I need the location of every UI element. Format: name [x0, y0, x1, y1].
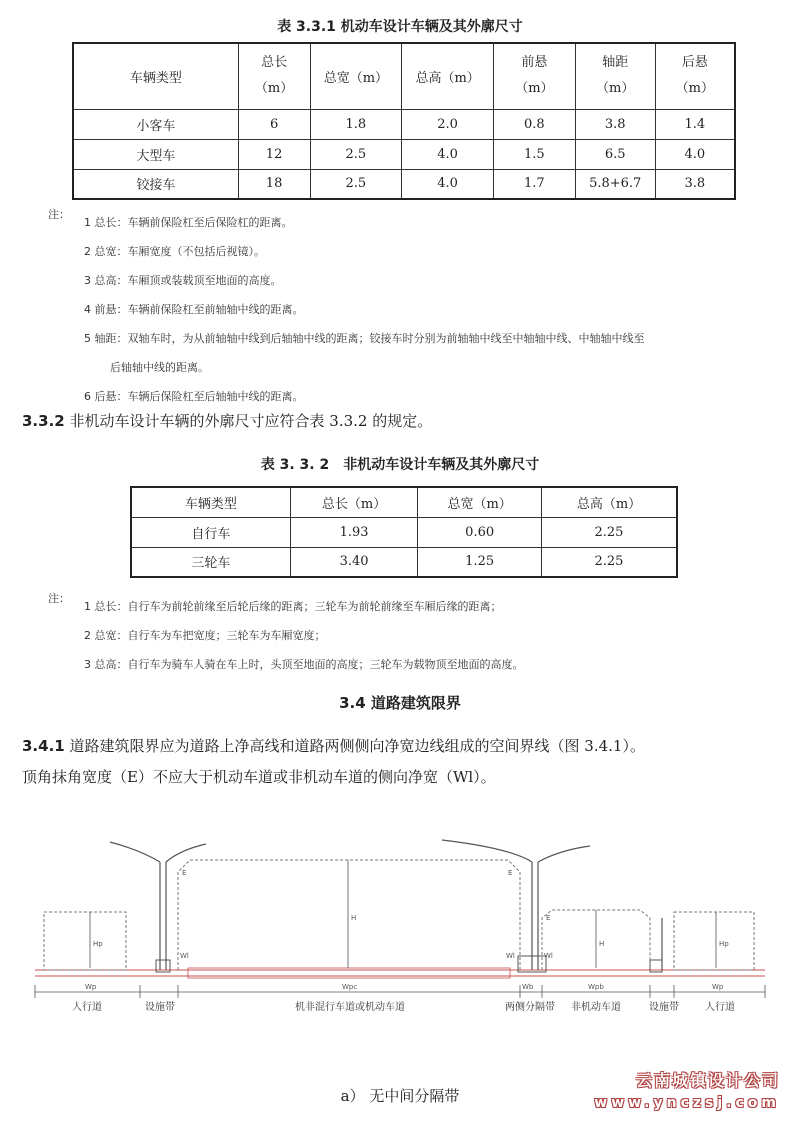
table2-header-cell: 总宽（m） [418, 487, 542, 517]
table1-header-row [73, 43, 735, 109]
table-nonmotor-vehicles [130, 486, 678, 578]
section-title: 3.4 道路建筑限界 [339, 694, 461, 712]
note-item: 4 前悬：车辆前保险杠至前轴轴中线的距离。 [84, 303, 304, 316]
table-cell: 1.25 [418, 547, 542, 577]
right-sidewalk-clearance [674, 912, 754, 970]
dim-wpc: Wpc [342, 983, 358, 991]
note-lead: 注： [48, 208, 70, 221]
table-row [73, 109, 735, 139]
label-nonmotor-lane: 非机动车道 [571, 1002, 621, 1013]
note-item: 1 总长：车辆前保险杠至后保险杠的距离。 [84, 216, 293, 229]
label-side-divider: 两侧分隔带 [505, 1002, 555, 1013]
table-cell: 12 [238, 139, 310, 169]
dim-wl-nonmotor: Wl [544, 952, 553, 960]
ground-lines [35, 968, 765, 978]
table-row [131, 547, 677, 577]
table-row [73, 139, 735, 169]
table2-header-cell: 总长（m） [290, 487, 418, 517]
note-item: 1 总长：自行车为前轮前缘至后轮后缘的距离；三轮车为前轮前缘至车厢后缘的距离； [84, 600, 502, 613]
label-sidewalk-right: 人行道 [705, 1002, 735, 1013]
left-sidewalk-clearance [44, 912, 126, 970]
table-cell: 4.0 [402, 139, 494, 169]
dim-wb: Wb [522, 983, 534, 991]
header-line2: （m） [515, 81, 554, 97]
table-cell: 0.60 [418, 517, 542, 547]
clause-3-3-2 [22, 410, 432, 431]
note-item: 2 总宽：自行车为车把宽度；三轮车为车厢宽度； [84, 629, 326, 642]
table-cell: 1.93 [290, 517, 418, 547]
dim-e-nonmotor: E [546, 914, 551, 922]
table-cell: 三轮车 [131, 547, 290, 577]
note-item: 后轴轴中线的距离。 [110, 361, 209, 374]
dim-wp-right: Wp [712, 983, 724, 991]
label-facility-right: 设施带 [649, 1002, 679, 1013]
table-cell: 4.0 [402, 169, 494, 199]
dim-e-left: E [182, 869, 187, 877]
table-cell: 18 [238, 169, 310, 199]
table-cell: 6 [238, 109, 310, 139]
dim-e-right: E [508, 869, 513, 877]
table-cell: 1.7 [493, 169, 575, 199]
table2-caption: 表 3. 3. 2 非机动车设计车辆及其外廓尺寸 [260, 457, 540, 473]
table1-header-cell [655, 43, 735, 109]
table-cell: 2.5 [310, 139, 402, 169]
table1-header-cell [238, 43, 310, 109]
watermark-url: www.ynczsj.com [594, 1095, 780, 1111]
note-item: 2 总宽：车厢宽度（不包括后视镜）。 [84, 245, 265, 258]
note-lead: 注： [48, 592, 70, 605]
table1-caption: 表 3.3.1 机动车设计车辆及其外廓尺寸 [277, 19, 523, 35]
table-cell: 2.5 [310, 169, 402, 199]
table1-header-cell: 总宽（m） [310, 43, 402, 109]
header-line1: 前悬 [521, 55, 548, 71]
table-motor-vehicles [72, 42, 736, 200]
table-cell: 铰接车 [73, 169, 238, 199]
dim-wl-left: Wl [180, 952, 189, 960]
dim-hp-left: Hp [93, 940, 103, 948]
table-cell: 3.40 [290, 547, 418, 577]
table1-header-cell [575, 43, 655, 109]
table-row [73, 169, 735, 199]
lamp-pole-right [442, 840, 590, 970]
clause-3-4-1 [22, 735, 645, 756]
table-cell: 3.8 [655, 169, 735, 199]
header-line1: 总长 [261, 55, 288, 71]
table-cell: 4.0 [655, 139, 735, 169]
label-facility-left: 设施带 [145, 1002, 175, 1013]
dim-h-nonmotor: H [599, 940, 605, 948]
table2-header-cell: 总高（m） [541, 487, 677, 517]
note-item: 6 后悬：车辆后保险杠至后轴轴中线的距离。 [84, 390, 304, 403]
table1-notes [48, 208, 788, 411]
dim-wpb: Wpb [588, 983, 604, 991]
clause-text: 非机动车设计车辆的外廓尺寸应符合表 3.3.2 的规定。 [69, 412, 433, 430]
label-sidewalk-left: 人行道 [72, 1002, 102, 1013]
header-line2: （m） [254, 81, 294, 97]
table-cell: 自行车 [131, 517, 290, 547]
watermark-company: 云南城镇设计公司 [635, 1071, 780, 1090]
table-cell: 6.5 [575, 139, 655, 169]
header-line2: （m） [596, 81, 635, 97]
note-item: 3 总高：自行车为骑车人骑在车上时，头顶至地面的高度；三轮车为载物顶至地面的高度。 [84, 658, 524, 671]
note-item: 3 总高：车厢顶或装载顶至地面的高度。 [84, 274, 282, 287]
table-cell: 大型车 [73, 139, 238, 169]
clause-3-4-1-line2: 顶角抹角宽度（E）不应大于机动车道或非机动车道的侧向净宽（Wl）。 [22, 768, 496, 786]
header-line1: 轴距 [602, 55, 629, 71]
dim-wp-left: Wp [85, 983, 97, 991]
clause-text-line1: 道路建筑限界应为道路上净高线和道路两侧侧向净宽边线组成的空间界线（图 3.4.1）。 [69, 737, 645, 755]
table1-header-cell: 车辆类型 [73, 43, 238, 109]
clause-number: 3.4.1 [22, 737, 65, 755]
figure-subcaption: a） 无中间分隔带 [340, 1087, 460, 1105]
table-cell: 小客车 [73, 109, 238, 139]
clause-number: 3.3.2 [22, 412, 65, 430]
table-cell: 2.0 [402, 109, 494, 139]
road-clearance-diagram [30, 820, 770, 1070]
header-line2: （m） [675, 81, 714, 97]
carriageway-clearance [178, 860, 520, 970]
table-cell: 0.8 [493, 109, 575, 139]
table-cell: 1.5 [493, 139, 575, 169]
table-cell: 3.8 [575, 109, 655, 139]
table2-header-cell: 车辆类型 [131, 487, 290, 517]
table2-notes [48, 592, 788, 679]
label-mixed-lane: 机非混行车道或机动车道 [295, 1002, 405, 1013]
table-cell: 2.25 [541, 517, 677, 547]
lamp-pole-left [110, 842, 206, 970]
watermark [594, 1068, 780, 1111]
table-cell: 5.8+6.7 [575, 169, 655, 199]
table-row [131, 517, 677, 547]
dim-wl-right: Wl [506, 952, 515, 960]
table-cell: 1.4 [655, 109, 735, 139]
table1-header-cell [493, 43, 575, 109]
header-line1: 后悬 [681, 55, 708, 71]
dim-hp-right: Hp [719, 940, 729, 948]
table1-header-cell: 总高（m） [402, 43, 494, 109]
table-cell: 1.8 [310, 109, 402, 139]
table-cell: 2.25 [541, 547, 677, 577]
dim-h: H [351, 914, 357, 922]
table2-header-row [131, 487, 677, 517]
note-item: 5 轴距：双轴车时，为从前轴轴中线到后轴轴中线的距离；铰接车时分别为前轴轴中线至中轴轴中线、中轴轴中线至 [84, 332, 645, 345]
